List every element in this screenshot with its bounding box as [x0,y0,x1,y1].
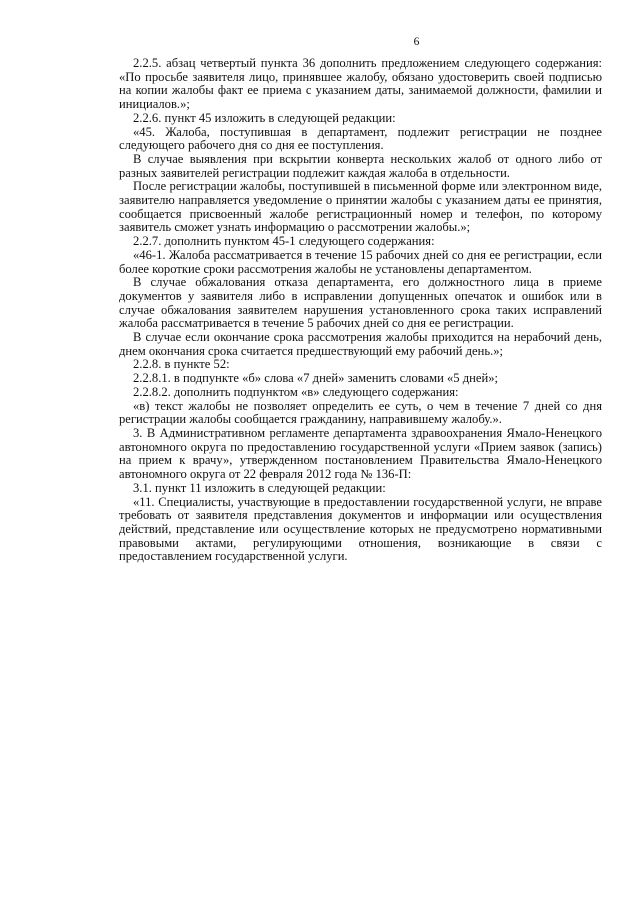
paragraph-46-1-nonworking-day: В случае если окончание срока рассмотрения жалобы приходится на нерабочий день, днем окончания срока считается предшествующий ему рабочий день.»; [119,330,602,358]
paragraph-3-1: 3.1. пункт 11 изложить в следующей редакции: [133,480,386,495]
paragraph-46-1-refusal: В случае обжалования отказа департамента, его должностного лица в приеме документов у заявителя либо в исправлении допущенных опечаток и ошибок или в случае обжалования заявителем нарушения установленного срока таких исправлений жалоба рассматривается в течение 5 рабочих дней со дня ее регистрации. [119,275,602,331]
document-body [119,57,602,564]
paragraph-11: «11. Специалисты, участвующие в предоставлении государственной услуги, не вправе требовать от заявителя представления документов и информации или осуществления действий, представление или осуществление которых не предусмотрено нормативными правовыми актами, регулирующими отношения, возникающие в связи с предоставлением государственной услуги. [119,494,602,564]
paragraph-3: 3. В Административном регламенте департамента здравоохранения Ямало-Ненецкого автономного округа по предоставлению государственной услуги «Прием заявок (запись) на прием к врачу», утвержденном постановлением Правительства Ямало-Ненецкого автономного округа от 22 февраля 2012 года № 136-П: [119,425,602,482]
paragraph-2-2-8-2: 2.2.8.2. дополнить подпунктом «в» следующего содержания: [133,384,459,399]
paragraph-45: «45. Жалоба, поступившая в департамент, подлежит регистрации не позднее следующего рабочего дня со дня ее поступления. [119,124,602,153]
paragraph-45-multiple-complaints: В случае выявления при вскрытии конверта нескольких жалоб от одного либо от разных заявителей регистрации подлежит каждая жалоба в отдельности. [119,151,602,180]
paragraph-2-2-8: 2.2.8. в пункте 52: [133,357,230,372]
paragraph-2-2-5: 2.2.5. абзац четвертый пункта 36 дополнить предложением следующего содержания: «По просьбе заявителя лицо, принявшее жалобу, обязано удостоверить своей подписью на копии жалобы факт ее приема с указанием даты, занимаемой должности, фамилии и инициалов.»; [119,56,602,112]
paragraph-46-1: «46-1. Жалоба рассматривается в течение 15 рабочих дней со дня ее регистрации, если более короткие сроки рассмотрения жалобы не установлены департаментом. [119,247,602,276]
paragraph-2-2-7: 2.2.7. дополнить пунктом 45-1 следующего содержания: [133,234,435,249]
paragraph-2-2-8-1: 2.2.8.1. в подпункте «б» слова «7 дней» заменить словами «5 дней»; [133,371,498,386]
paragraph-subitem-v: «в) текст жалобы не позволяет определить ее суть, о чем в течение 7 дней со дня регистрации жалобы сообщается гражданину, направившему жалобу.». [119,398,602,427]
paragraph-2-2-6: 2.2.6. пункт 45 изложить в следующей редакции: [133,110,396,125]
page-number: 6 [413,36,420,48]
paragraph-45-notification: После регистрации жалобы, поступившей в письменной форме или электронном виде, заявителю направляется уведомление о принятии жалобы с указанием даты ее принятия, сообщается присвоенный жалобе регистрационный номер и телефон, по которому заявитель сможет узнать информацию о рассмотрении жалобы.»; [119,179,602,235]
